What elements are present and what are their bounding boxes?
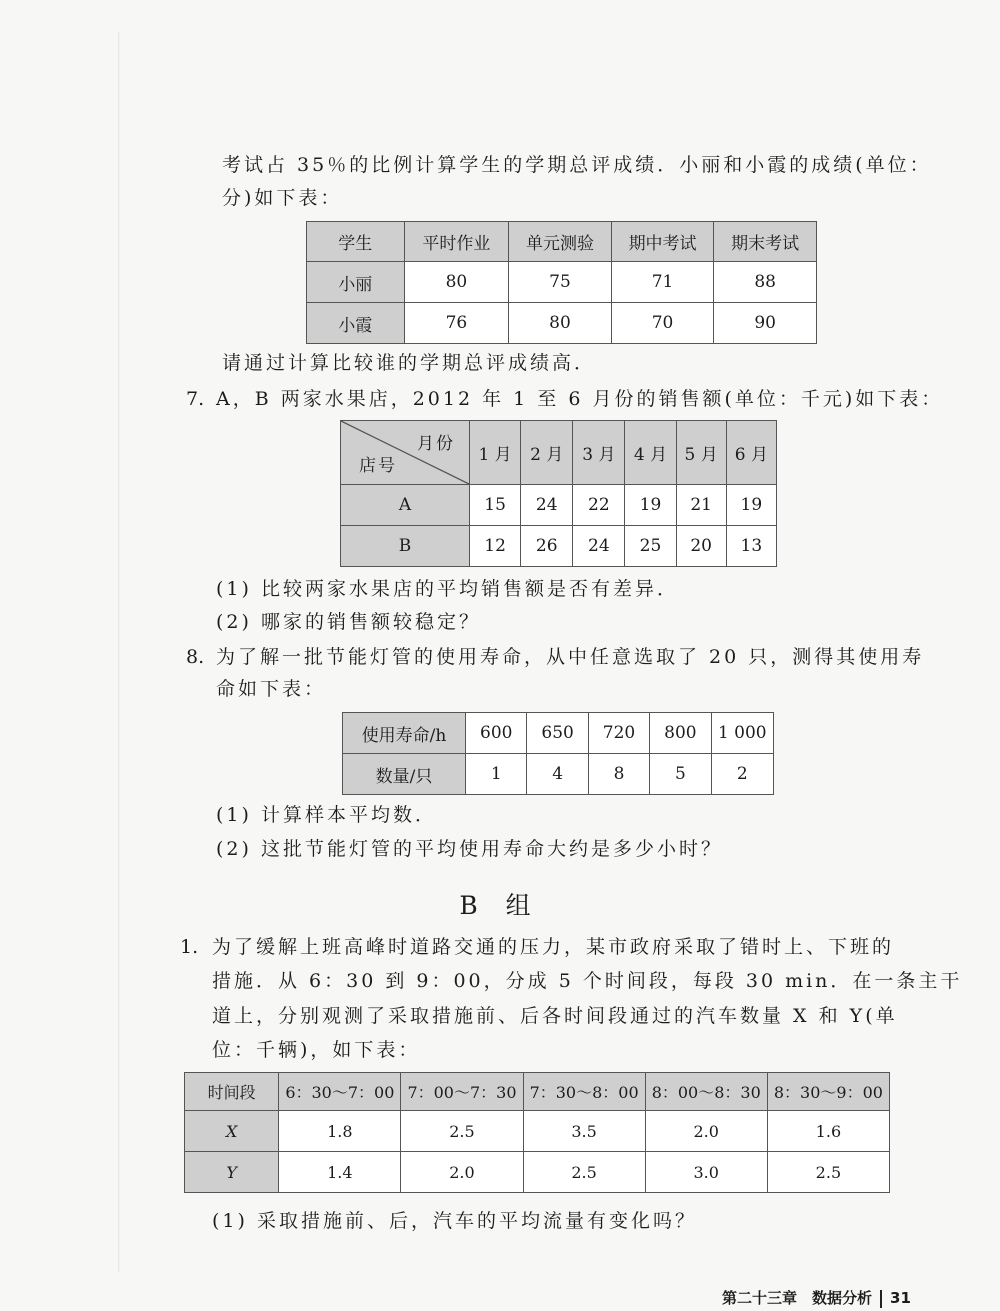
student-name-cell: 小霞 [307, 303, 405, 344]
footer-divider [880, 1290, 882, 1308]
month-header-cell: 3 月 [573, 421, 625, 485]
q8-number: 8. [186, 646, 205, 668]
b1-line-3: 道上，分别观测了采取措施前、后各时间段通过的汽车数量 X 和 Y(单 [212, 1005, 898, 1027]
traffic-header-cell: 时间段 [185, 1073, 279, 1111]
variable-label-cell: X [185, 1111, 279, 1152]
traffic-cell: 2.5 [767, 1152, 889, 1193]
month-header-cell: 6 月 [726, 421, 776, 485]
q8-line-1: 为了解一批节能灯管的使用寿命，从中任意选取了 20 只，测得其使用寿 [216, 646, 925, 668]
sales-cell: 13 [726, 526, 776, 567]
q8-sub-1: (1) 计算样本平均数． [216, 804, 437, 826]
b1-line-1: 为了缓解上班高峰时道路交通的压力，某市政府采取了错时上、下班的 [212, 936, 895, 958]
q7-sub-2: (2) 哪家的销售额较稳定？ [216, 611, 481, 633]
count-label-cell: 数量/只 [343, 754, 466, 795]
table-row [341, 485, 777, 526]
q8-line-2: 命如下表： [216, 678, 327, 700]
table-row [185, 1111, 890, 1152]
count-cell: 5 [650, 754, 711, 795]
traffic-cell: 2.5 [523, 1152, 645, 1193]
traffic-cell: 2.0 [401, 1152, 523, 1193]
score-cell: 80 [404, 262, 509, 303]
score-cell: 90 [714, 303, 817, 344]
sales-cell: 20 [676, 526, 726, 567]
traffic-header-cell: 7：00～7：30 [401, 1073, 523, 1111]
score-cell: 70 [611, 303, 714, 344]
b1-sub-1: (1) 采取措施前、后，汽车的平均流量有变化吗？ [212, 1210, 697, 1232]
page-number: 31 [890, 1289, 911, 1307]
q6-prompt: 请通过计算比较谁的学期总评成绩高． [222, 352, 597, 374]
traffic-header-cell: 8：00～8：30 [645, 1073, 767, 1111]
traffic-table-header-row [185, 1073, 890, 1111]
scores-header-cell: 单元测验 [509, 222, 612, 262]
traffic-cell: 1.6 [767, 1111, 889, 1152]
traffic-cell: 3.0 [645, 1152, 767, 1193]
sales-cell: 19 [726, 485, 776, 526]
store-label-cell: B [341, 526, 470, 567]
month-header-cell: 5 月 [676, 421, 726, 485]
sales-cell: 21 [676, 485, 726, 526]
count-cell: 8 [588, 754, 649, 795]
variable-label-cell: Y [185, 1152, 279, 1193]
traffic-cell: 2.0 [645, 1111, 767, 1152]
sales-cell: 22 [573, 485, 625, 526]
lifespan-cell: 800 [650, 713, 711, 754]
traffic-cell: 2.5 [401, 1111, 523, 1152]
score-cell: 80 [509, 303, 612, 344]
store-label-cell: A [341, 485, 470, 526]
sales-cell: 12 [470, 526, 521, 567]
sales-cell: 15 [470, 485, 521, 526]
table-row [343, 754, 774, 795]
sales-cell: 25 [625, 526, 676, 567]
lifespan-table [342, 712, 774, 795]
sales-cell: 24 [573, 526, 625, 567]
score-cell: 76 [404, 303, 509, 344]
q7-number: 7. [186, 388, 205, 410]
scores-table [306, 221, 817, 344]
page-edge-shadow [118, 32, 120, 1272]
month-header-cell: 2 月 [521, 421, 573, 485]
diagonal-corner-cell [341, 421, 470, 485]
score-cell: 88 [714, 262, 817, 303]
month-header-cell: 4 月 [625, 421, 676, 485]
month-header-cell: 1 月 [470, 421, 521, 485]
intro-line-1: 考试占 35％的比例计算学生的学期总评成绩．小丽和小霞的成绩(单位： [222, 154, 932, 176]
traffic-table [184, 1072, 890, 1193]
b1-line-2: 措施．从 6：30 到 9：00，分成 5 个时间段，每段 30 min．在一条主干 [212, 970, 963, 992]
b1-line-4: 位：千辆)，如下表： [212, 1039, 421, 1061]
group-b-title: B 组 [459, 891, 541, 920]
corner-store-label: 店号 [359, 456, 397, 476]
count-cell: 4 [527, 754, 588, 795]
sales-cell: 24 [521, 485, 573, 526]
b1-number: 1. [180, 936, 199, 958]
table-row [307, 303, 817, 344]
q8-sub-2: (2) 这批节能灯管的平均使用寿命大约是多少小时？ [216, 838, 723, 860]
student-name-cell: 小丽 [307, 262, 405, 303]
scores-header-cell: 学生 [307, 222, 405, 262]
scores-header-cell: 期末考试 [714, 222, 817, 262]
scores-table-header-row [307, 222, 817, 262]
q7-sub-1: (1) 比较两家水果店的平均销售额是否有差异． [216, 578, 679, 600]
table-row [185, 1152, 890, 1193]
lifespan-cell: 650 [527, 713, 588, 754]
traffic-cell: 1.8 [279, 1111, 401, 1152]
sales-table-header-row [341, 421, 777, 485]
traffic-header-cell: 6：30～7：00 [279, 1073, 401, 1111]
q7-text: A，B 两家水果店，2012 年 1 至 6 月份的销售额(单位：千元)如下表： [216, 388, 944, 410]
traffic-header-cell: 8：30～9：00 [767, 1073, 889, 1111]
table-row [341, 526, 777, 567]
traffic-cell: 3.5 [523, 1111, 645, 1152]
sales-cell: 26 [521, 526, 573, 567]
corner-month-label: 月份 [417, 434, 455, 454]
page-footer [722, 1287, 911, 1308]
lifespan-cell: 600 [466, 713, 527, 754]
lifespan-label-cell: 使用寿命/h [343, 713, 466, 754]
chapter-title: 第二十三章 数据分析 [722, 1289, 873, 1307]
score-cell: 71 [611, 262, 714, 303]
lifespan-cell: 720 [588, 713, 649, 754]
traffic-header-cell: 7：30～8：00 [523, 1073, 645, 1111]
scores-header-cell: 平时作业 [404, 222, 509, 262]
table-row [343, 713, 774, 754]
lifespan-cell: 1 000 [711, 713, 773, 754]
count-cell: 2 [711, 754, 773, 795]
score-cell: 75 [509, 262, 612, 303]
table-row [307, 262, 817, 303]
count-cell: 1 [466, 754, 527, 795]
scores-header-cell: 期中考试 [611, 222, 714, 262]
traffic-cell: 1.4 [279, 1152, 401, 1193]
sales-cell: 19 [625, 485, 676, 526]
intro-line-2: 分)如下表： [222, 187, 343, 209]
sales-table [340, 420, 777, 567]
